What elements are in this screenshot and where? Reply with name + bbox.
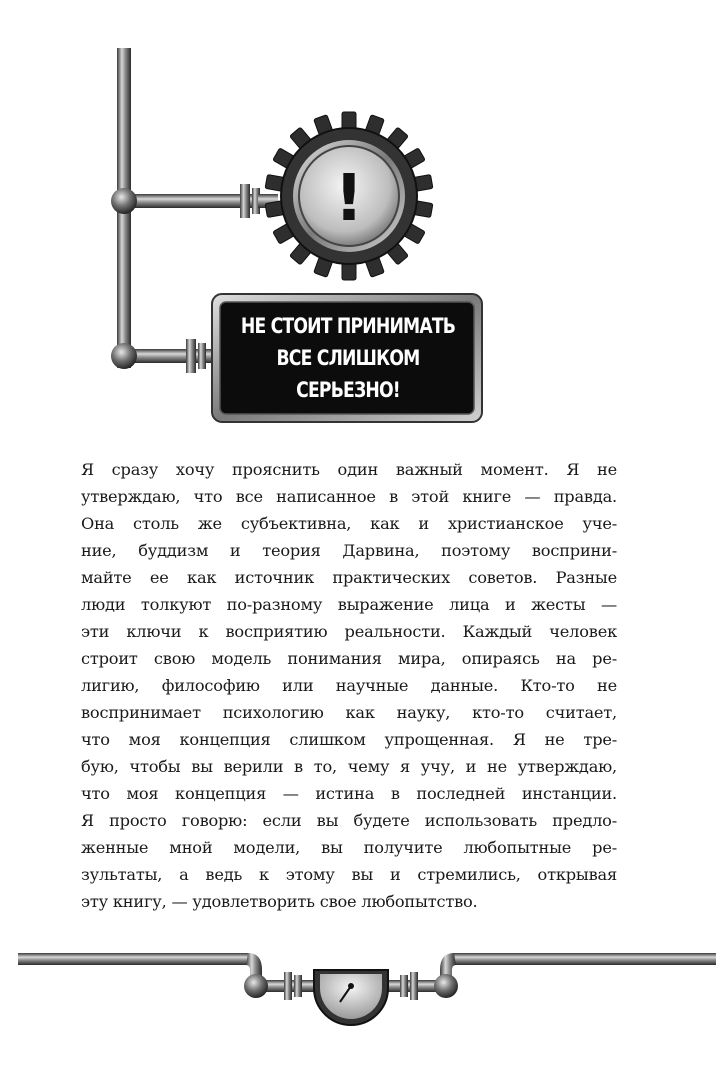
upper-joint (111, 188, 137, 214)
paragraph-line: что моя концепция слишком упрощенная. Я не тре- (81, 730, 617, 749)
paragraph-line: что моя концепция — истина в последней инстанции. (81, 784, 617, 803)
paragraph-line: эту книгу, — удовлетворить свое любопытство. (81, 892, 478, 911)
paragraph-line: ние, буддизм и теория Дарвина, поэтому восприни- (81, 541, 617, 560)
paragraph-line: зультаты, а ведь к этому вы и стремились, открывая (81, 865, 617, 884)
upper-pipe (125, 194, 260, 208)
paragraph-line: люди толкуют по-разному выражение лица и жесты — (81, 595, 617, 614)
paragraph-line: воспринимает психологию как науку, кто-то считает, (81, 703, 617, 722)
gauge-icon (314, 970, 388, 1025)
warning-gear (265, 112, 433, 280)
paragraph-line: бую, чтобы вы верили в то, чему я учу, и не утверждаю, (81, 757, 617, 776)
sign-line-2: ВСЕ СЛИШКОМ (276, 346, 420, 370)
bottom-pipe-illustration (0, 930, 727, 1030)
paragraph-line: майте ее как источник практических советов. Разные (81, 568, 617, 587)
paragraph-line: эти ключи к восприятию реальности. Каждый человек (81, 622, 617, 641)
lower-joint (111, 343, 137, 369)
paragraph-line: утверждаю, что все написанное в этой книге — правда. (81, 487, 617, 506)
sign-line-1: НЕ СТОИТ ПРИНИМАТЬ (240, 314, 456, 338)
body-paragraph (81, 456, 617, 915)
paragraph-line: Я сразу хочу прояснить один важный момент. Я не (81, 460, 617, 479)
paragraph-line: Я просто говорю: если вы будете использовать предло- (81, 811, 617, 830)
paragraph-line: женные мной модели, вы получите любопытные ре- (81, 838, 617, 857)
paragraph-line: строит свою модель понимания мира, опираясь на ре- (81, 649, 617, 668)
sign-line-3: СЕРЬЕЗНО! (296, 378, 400, 402)
lower-flange (186, 339, 206, 373)
paragraph-line: лигию, философию или научные данные. Кто-то не (81, 676, 617, 695)
exclamation-mark: ! (334, 162, 364, 236)
paragraph-line: Она столь же субъективна, как и христианское уче- (81, 514, 617, 533)
warning-sign-text (240, 303, 456, 413)
